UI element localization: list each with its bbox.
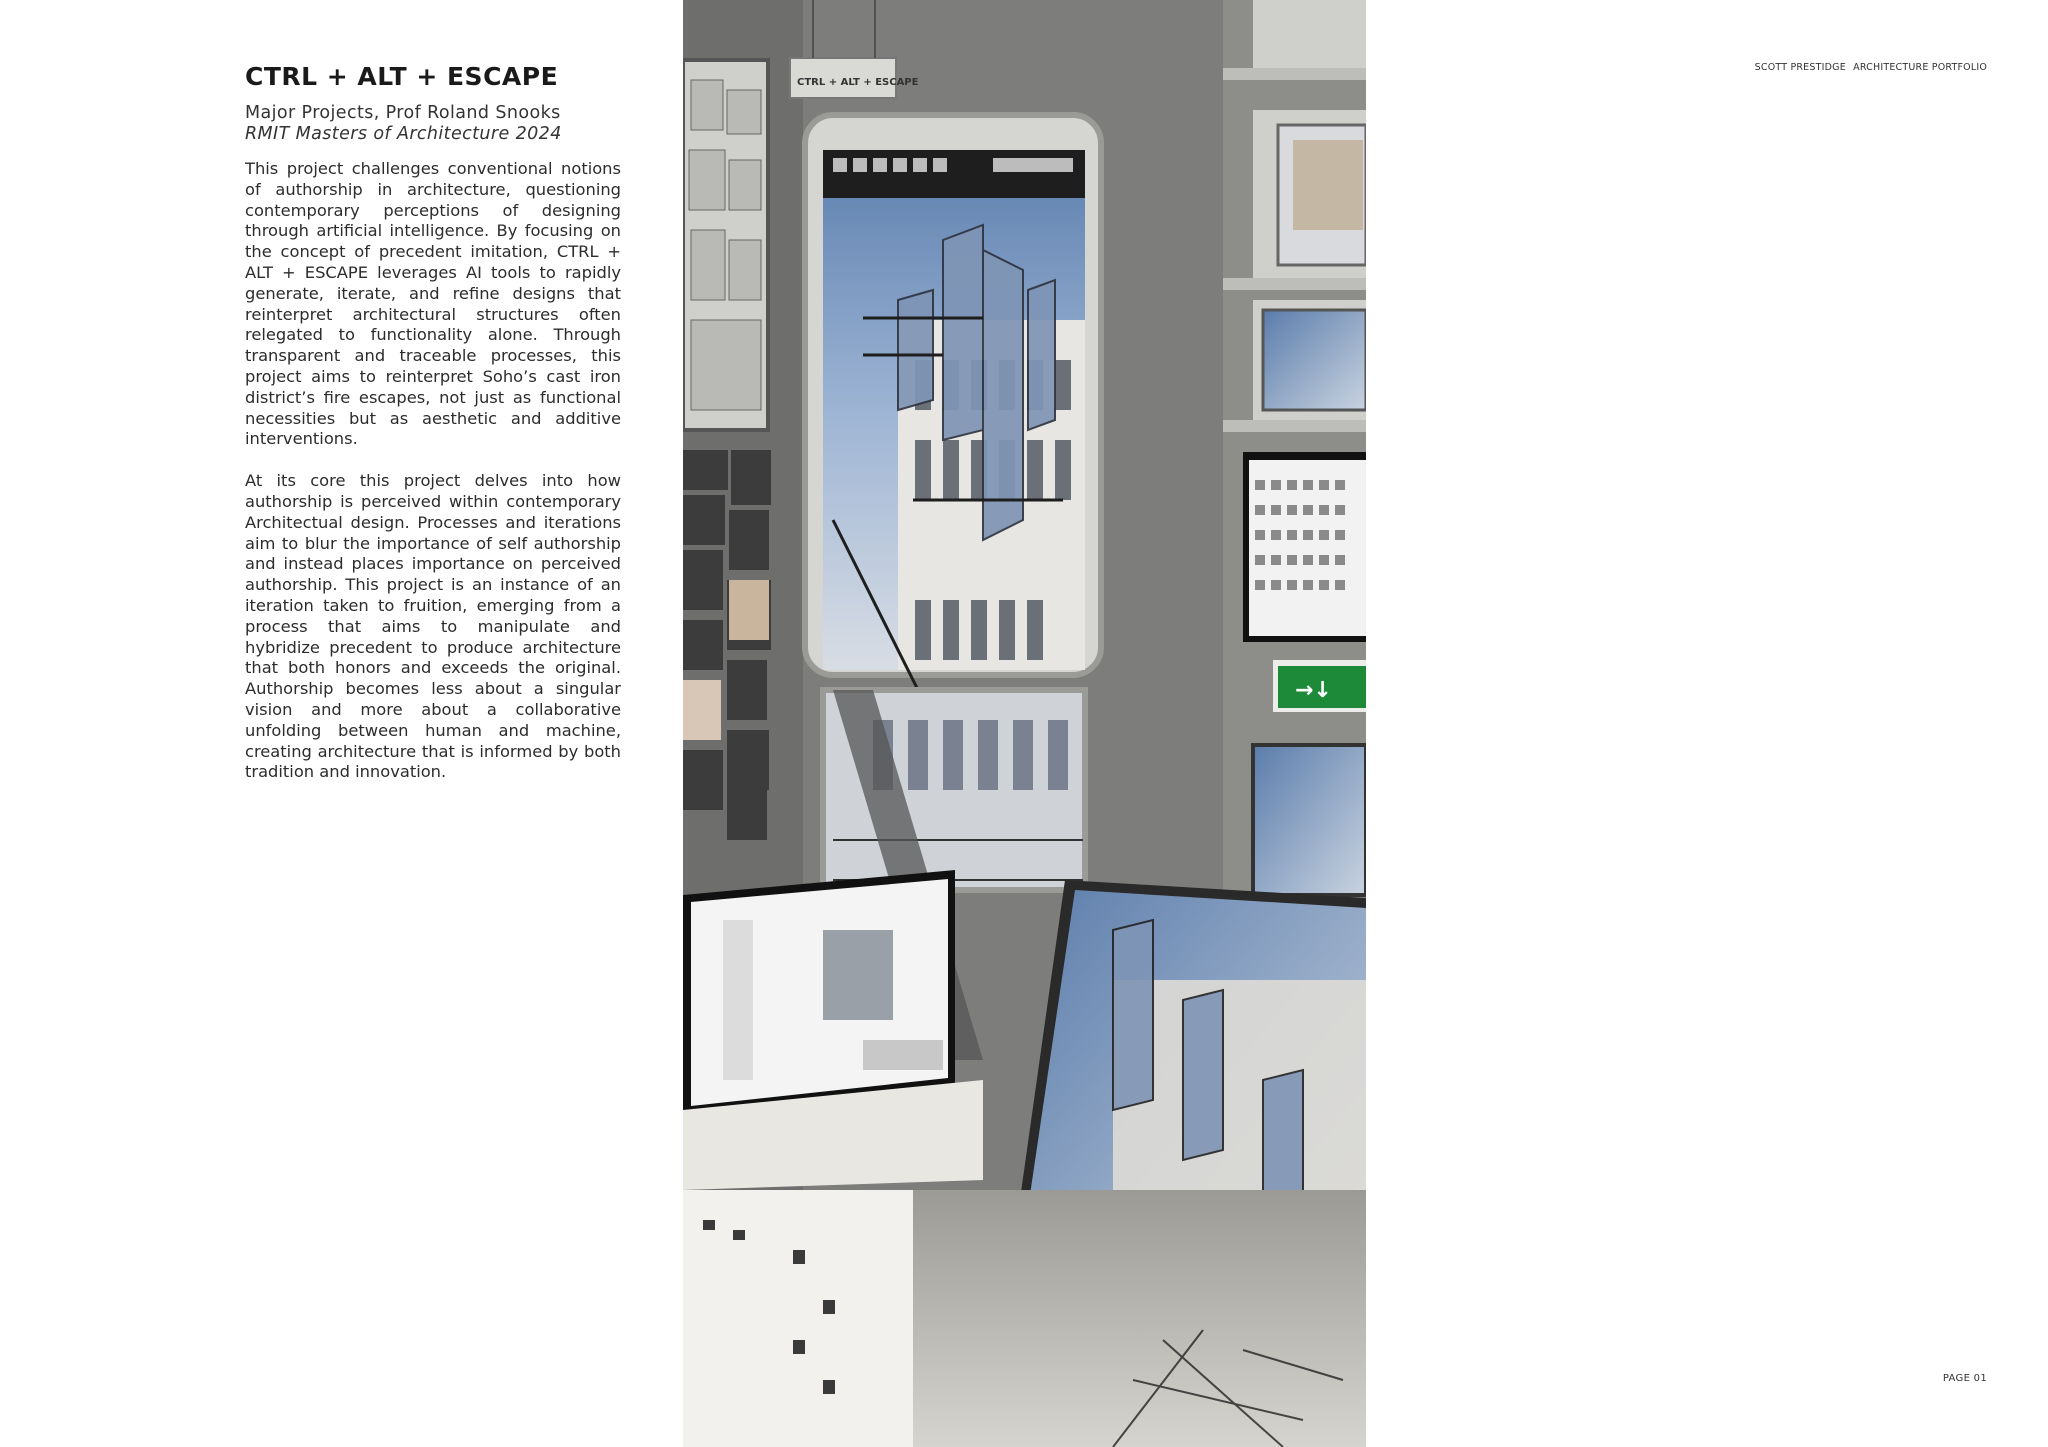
hero-render-image (683, 0, 1366, 1447)
project-text-column (245, 62, 621, 804)
project-program: RMIT Masters of Architecture 2024 (245, 124, 562, 144)
body-paragraph-1: This project challenges conventional notions of authorship in architecture, questioning contemporary perceptions of designing through artificial intelligence. By focusing on the concept of precedent imitation, CTRL + ALT + ESCAPE leverages AI tools to rapidly generate, iterate, and refine designs that reinterpret architectural structures often relegated to functionality alone. Through transparent and traceable processes, this project aims to reinterpret Soho’s cast iron district’s fire escapes, not just as functional necessities but as aesthetic and additive interventions. (245, 159, 621, 449)
hero-render-illustration (683, 0, 1366, 1447)
project-subtitle: Major Projects, Prof Roland Snooks (245, 103, 561, 123)
sign-text: CTRL + ALT + ESCAPE (797, 77, 919, 88)
portfolio-label: ARCHITECTURE PORTFOLIO (1853, 62, 1987, 73)
body-paragraph-2: At its core this project delves into how authorship is perceived within contemporary Architectual design. Processes and iterations aim to blur the importance of self authorship and instead places importance on perceived authorship. This project is an instance of an iteration taken to fruition, emerging from a process that aims to manipulate and hybridize precedent to produce architecture that both honors and exceeds the original. Authorship becomes less about a singular vision and more about a collaborative unfolding between human and machine, creating architecture that is informed by both tradition and innovation. (245, 471, 621, 782)
portfolio-header (1751, 62, 1987, 73)
exit-sign: →↓ (1295, 678, 1332, 703)
project-title: CTRL + ALT + ESCAPE (245, 62, 559, 91)
page-number: PAGE 01 (1942, 1373, 1987, 1384)
author-name: SCOTT PRESTIDGE (1754, 62, 1846, 73)
